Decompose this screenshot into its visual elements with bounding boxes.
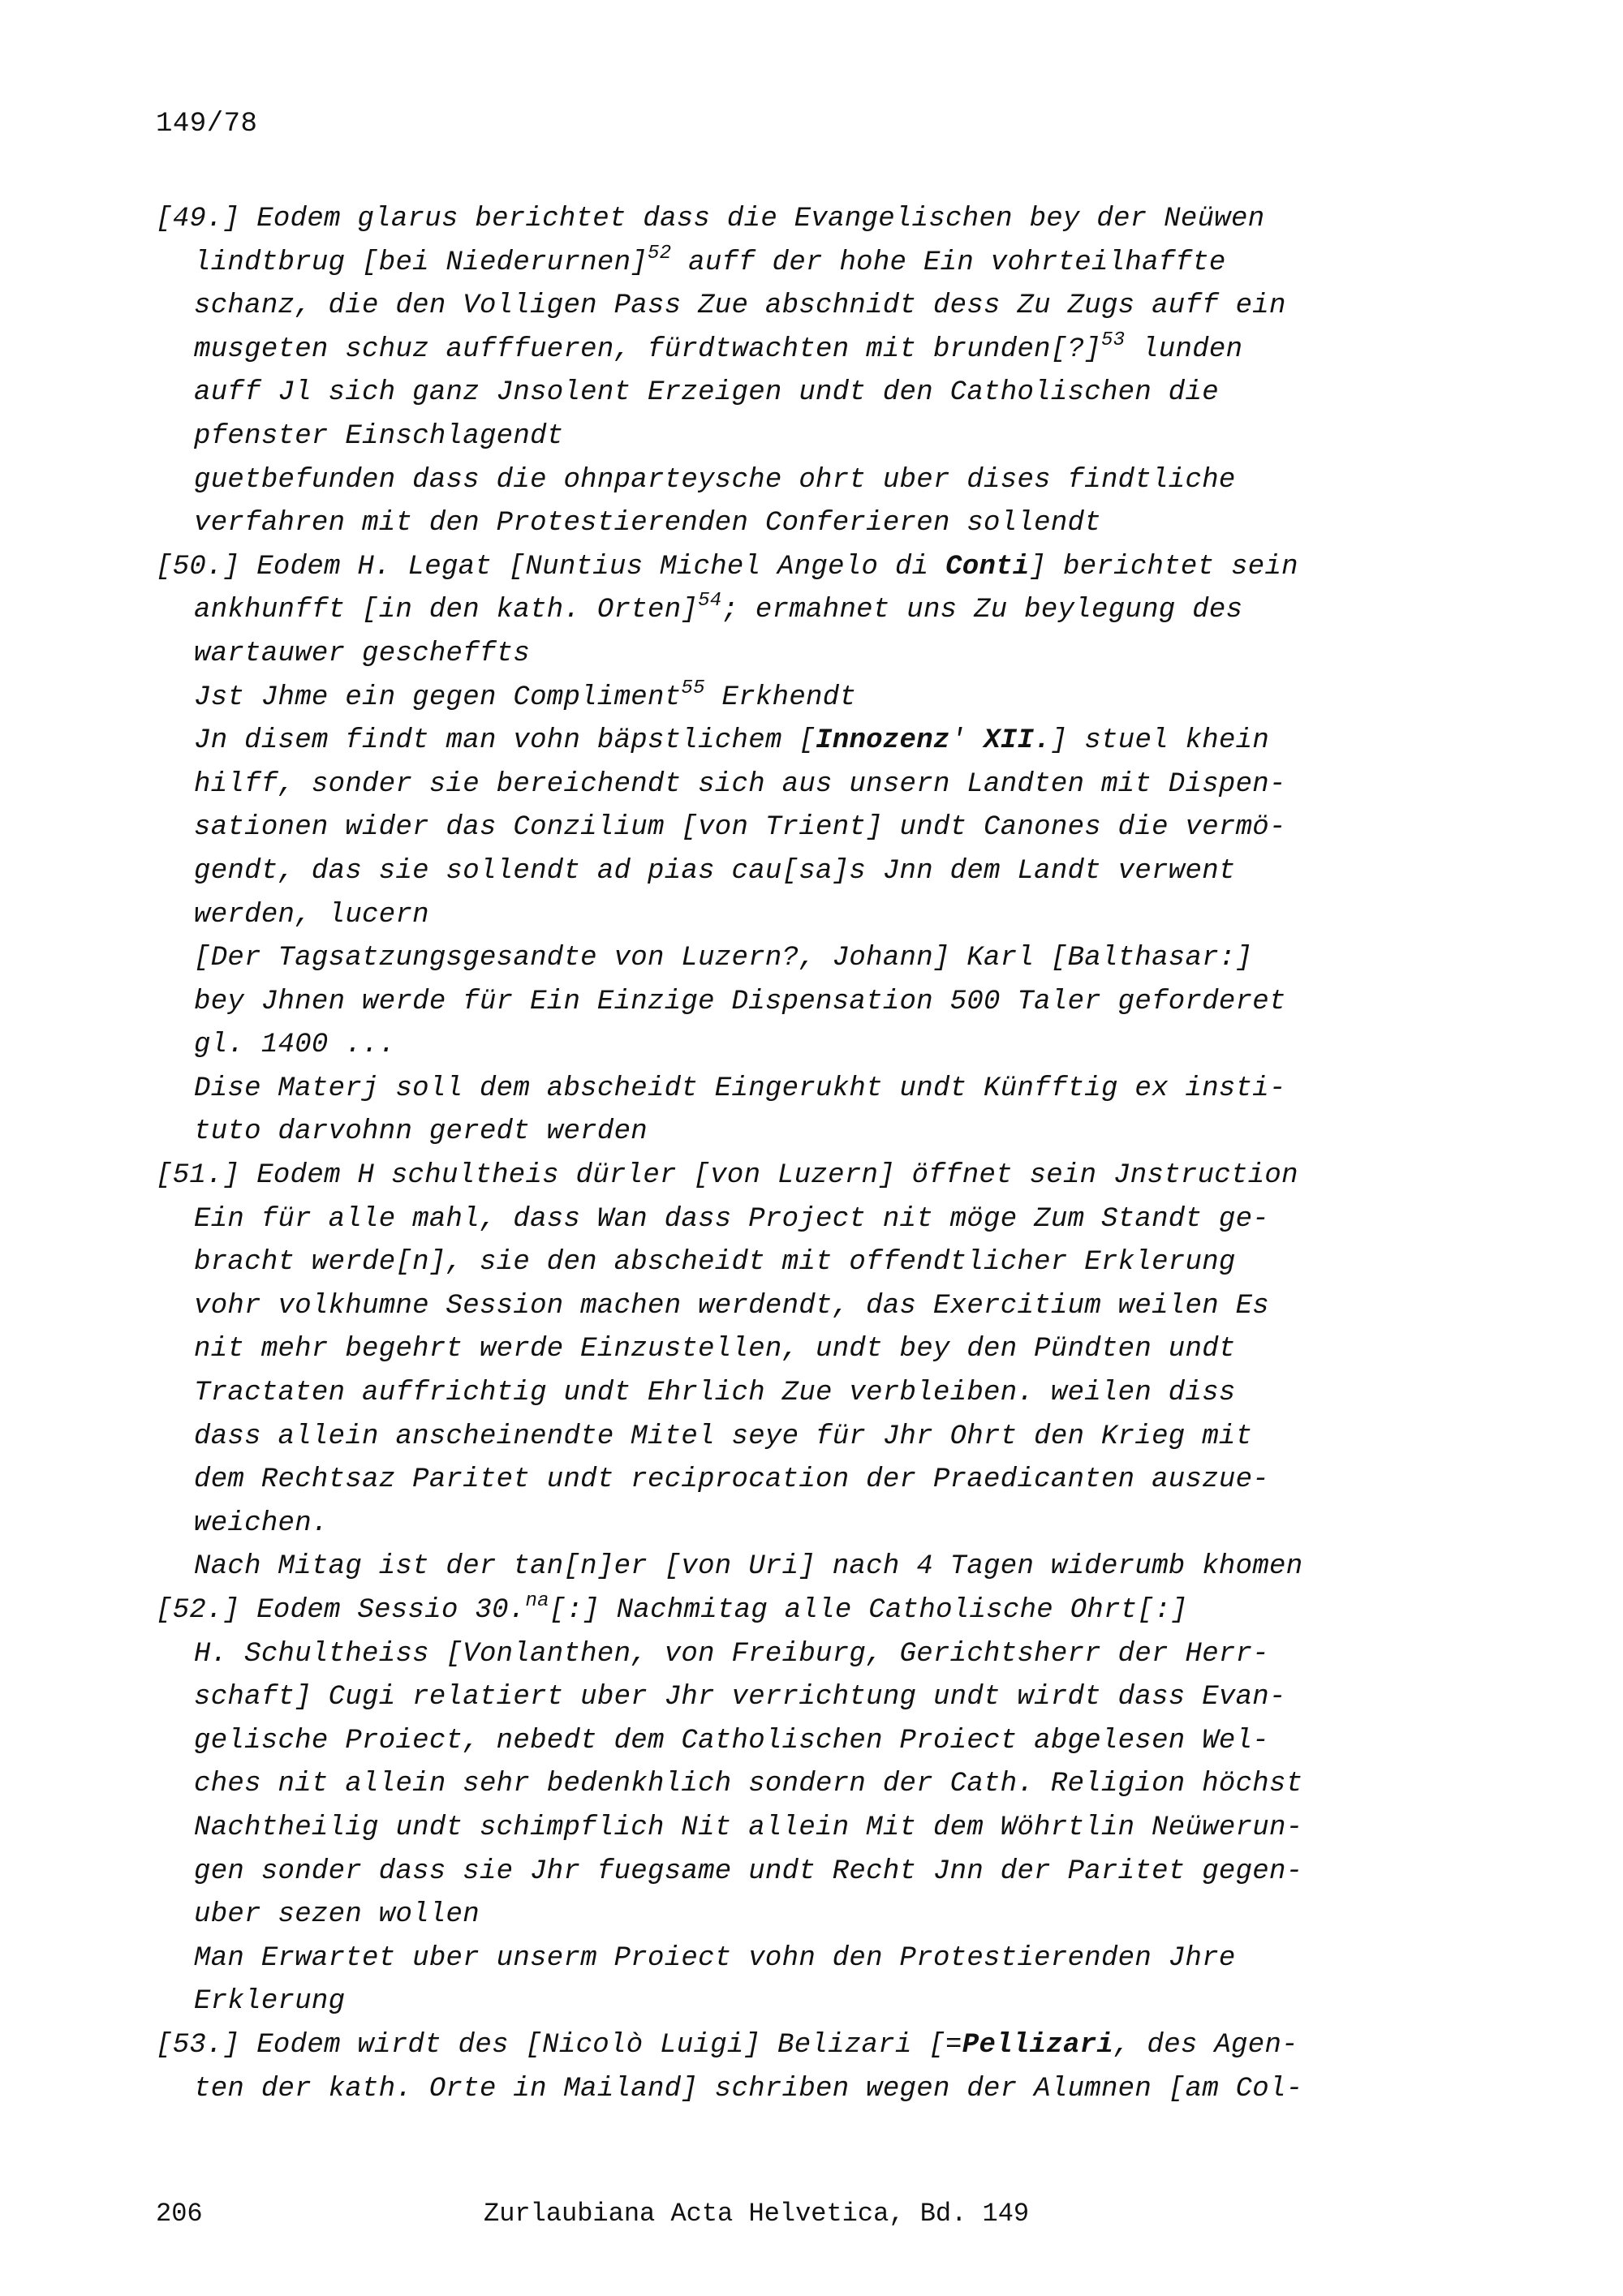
line-text: [50.] Eodem H. Legat [Nuntius Michel Angelo di [156,551,946,583]
footnote-marker: 55 [681,677,705,699]
line-text: tuto darvohnn geredt werden [194,1116,648,1148]
line-text: ] stuel khein [1050,725,1270,757]
text-line [156,806,1422,850]
line-text: werden, lucern [194,899,429,931]
text-line [156,894,1422,938]
line-text: Jst Jhme ein gegen Compliment [194,681,682,713]
footnote-marker: 52 [648,242,672,264]
line-text: Ein für alle mahl, dass Wan dass Project nit möge Zum Standt ge- [194,1203,1270,1235]
text-line [156,1068,1422,1111]
line-text: [51.] Eodem H schultheis dürler [von Luzern] öffnet sein Jnstruction [156,1160,1298,1192]
line-text: ankhunfft [in den kath. Orten] [194,595,699,626]
text-line [156,1198,1422,1242]
text-line [156,677,1422,720]
text-line [156,589,1422,633]
line-text: ' [949,725,984,757]
line-text: [:] Nachmitag alle Catholische Ohrt[:] [549,1595,1188,1626]
line-text: verfahren mit den Protestierenden Conferieren sollendt [194,508,1101,540]
line-text: gl. 1400 ... [194,1030,396,1061]
line-text: weichen. [194,1507,329,1539]
line-text: wartauwer gescheffts [194,638,531,669]
text-line [156,1546,1422,1589]
page-reference: 149/78 [156,109,258,140]
text-line [156,1633,1422,1677]
line-text: lunden [1125,333,1243,365]
text-line [156,1503,1422,1546]
line-text: sationen wider das Conzilium [von Trient] undt Canones die vermö- [194,812,1286,844]
page-number: 206 [156,2199,203,2229]
text-line [156,633,1422,677]
line-text: [Der Tagsatzungsgesandte von Luzern?, Johann] Karl [Balthasar:] [194,943,1253,974]
line-text: ten der kath. Orte in Mailand] schriben wegen der Alumnen [am Col- [194,2073,1303,2105]
line-text: bey Jhnen werde für Ein Einzige Dispensation 500 Taler geforderet [194,986,1286,1017]
text-line [156,502,1422,546]
text-line [156,459,1422,503]
line-text: nit mehr begehrt werde Einzustellen, undt bey den Pündten undt [194,1334,1236,1365]
line-text: H. Schultheiss [Vonlanthen, von Freiburg, Gerichtsherr der Herr- [194,1638,1270,1670]
line-text: dem Rechtsaz Paritet undt reciprocation der Praedicanten auszue- [194,1464,1270,1496]
emphasized-name: Innozenz [816,725,950,757]
text-line [156,546,1422,590]
text-line [156,1416,1422,1460]
line-text: [52.] Eodem Sessio 30. [156,1595,526,1626]
line-text: Jn disem findt man vohn bäpstlichem [ [194,725,816,757]
line-text: Nachtheilig undt schimpflich Nit allein Mit dem Wöhrtlin Neüwerun- [194,1812,1303,1843]
line-text: vohr volkhumne Session machen werdendt, das Exercitium weilen Es [194,1290,1270,1322]
text-line [156,981,1422,1025]
text-line [156,1111,1422,1154]
text-line [156,1241,1422,1285]
text-line [156,1328,1422,1372]
line-text: hilff, sonder sie bereichendt sich aus unsern Landten mit Dispen- [194,768,1286,800]
text-line [156,1372,1422,1416]
text-line [156,1851,1422,1894]
line-text: [49.] Eodem glarus berichtet dass die Evangelischen bey der Neüwen [156,204,1265,234]
text-line [156,850,1422,894]
line-text: ] berichtet sein [1029,551,1298,583]
line-text: Nach Mitag ist der tan[n]er [von Uri] nach 4 Tagen widerumb khomen [194,1551,1303,1583]
line-text: Dise Materj soll dem abscheidt Eingerukht undt Künfftig ex insti- [194,1073,1286,1104]
line-text: auff Jl sich ganz Jnsolent Erzeigen undt den Catholischen die [194,377,1219,409]
text-line [156,763,1422,807]
line-text: Tractaten auffrichtig undt Ehrlich Zue verbleiben. weilen diss [194,1378,1236,1409]
line-text: lindtbrug [bei Niederurnen] [194,247,648,278]
footnote-marker: 53 [1100,329,1126,351]
line-text: ches nit allein sehr bedenkhlich sondern der Cath. Religion höchst [194,1769,1303,1800]
line-text: gelische Proiect, nebedt dem Catholischen Proiect abgelesen Wel- [194,1725,1270,1756]
line-text: musgeten schuz aufffueren, fürdtwachten mit brunden[?] [194,333,1101,365]
text-line [156,1024,1422,1068]
emphasized-name: XII. [984,725,1051,757]
publication-title: Zurlaubiana Acta Helvetica, Bd. 149 [484,2199,1030,2229]
text-line [156,372,1422,415]
text-line [156,1980,1422,2024]
line-text: auff der hohe Ein vohrteilhaffte [671,247,1226,278]
line-text: Erkhendt [704,681,857,713]
text-line [156,1894,1422,1937]
text-line [156,1459,1422,1503]
text-line [156,242,1422,286]
emphasized-name: Pellizari [962,2029,1114,2061]
line-text: dass allein anscheinendte Mitel seye für Jhr Ohrt den Krieg mit [194,1421,1253,1452]
text-line [156,198,1422,242]
text-line [156,937,1422,981]
text-line [156,1154,1422,1198]
footnote-marker: na [525,1590,549,1612]
line-text: guetbefunden dass die ohnparteysche ohrt uber dises findtliche [194,464,1236,496]
line-text: [53.] Eodem wirdt des [Nicolò Luigi] Belizari [= [156,2029,962,2061]
line-text: Erklerung [194,1986,346,2018]
line-text: Man Erwartet uber unserm Proiect vohn den Protestierenden Jhre [194,1942,1236,1974]
text-line [156,415,1422,459]
text-line [156,1763,1422,1807]
line-text: gen sonder dass sie Jhr fuegsame undt Recht Jnn der Paritet gegen- [194,1855,1303,1887]
line-text: schaft] Cugi relatiert uber Jhr verrichtung undt wirdt dass Evan- [194,1682,1286,1713]
text-line [156,1937,1422,1981]
text-line [156,2068,1422,2112]
text-line [156,329,1422,372]
line-text: bracht werde[n], sie den abscheidt mit offendtlicher Erklerung [194,1247,1236,1279]
text-line [156,1589,1422,1633]
line-text: uber sezen wollen [194,1899,480,1931]
line-text: pfenster Einschlagendt [194,420,564,452]
text-line [156,1285,1422,1329]
line-text: schanz, die den Volligen Pass Zue abschnidt dess Zu Zugs auff ein [194,290,1286,322]
line-text: gendt, das sie sollendt ad pias cau[sa]s Jnn dem Landt verwent [194,855,1236,887]
line-text: ; ermahnet uns Zu beylegung des [721,595,1243,626]
emphasized-name: Conti [945,551,1030,583]
text-line [156,285,1422,329]
text-line [156,1720,1422,1764]
text-line [156,720,1422,763]
text-line [156,2024,1422,2068]
footnote-marker: 54 [698,590,722,613]
document-body [156,198,1422,2111]
text-line [156,1676,1422,1720]
text-line [156,1807,1422,1851]
line-text: , des Agen- [1113,2029,1298,2061]
